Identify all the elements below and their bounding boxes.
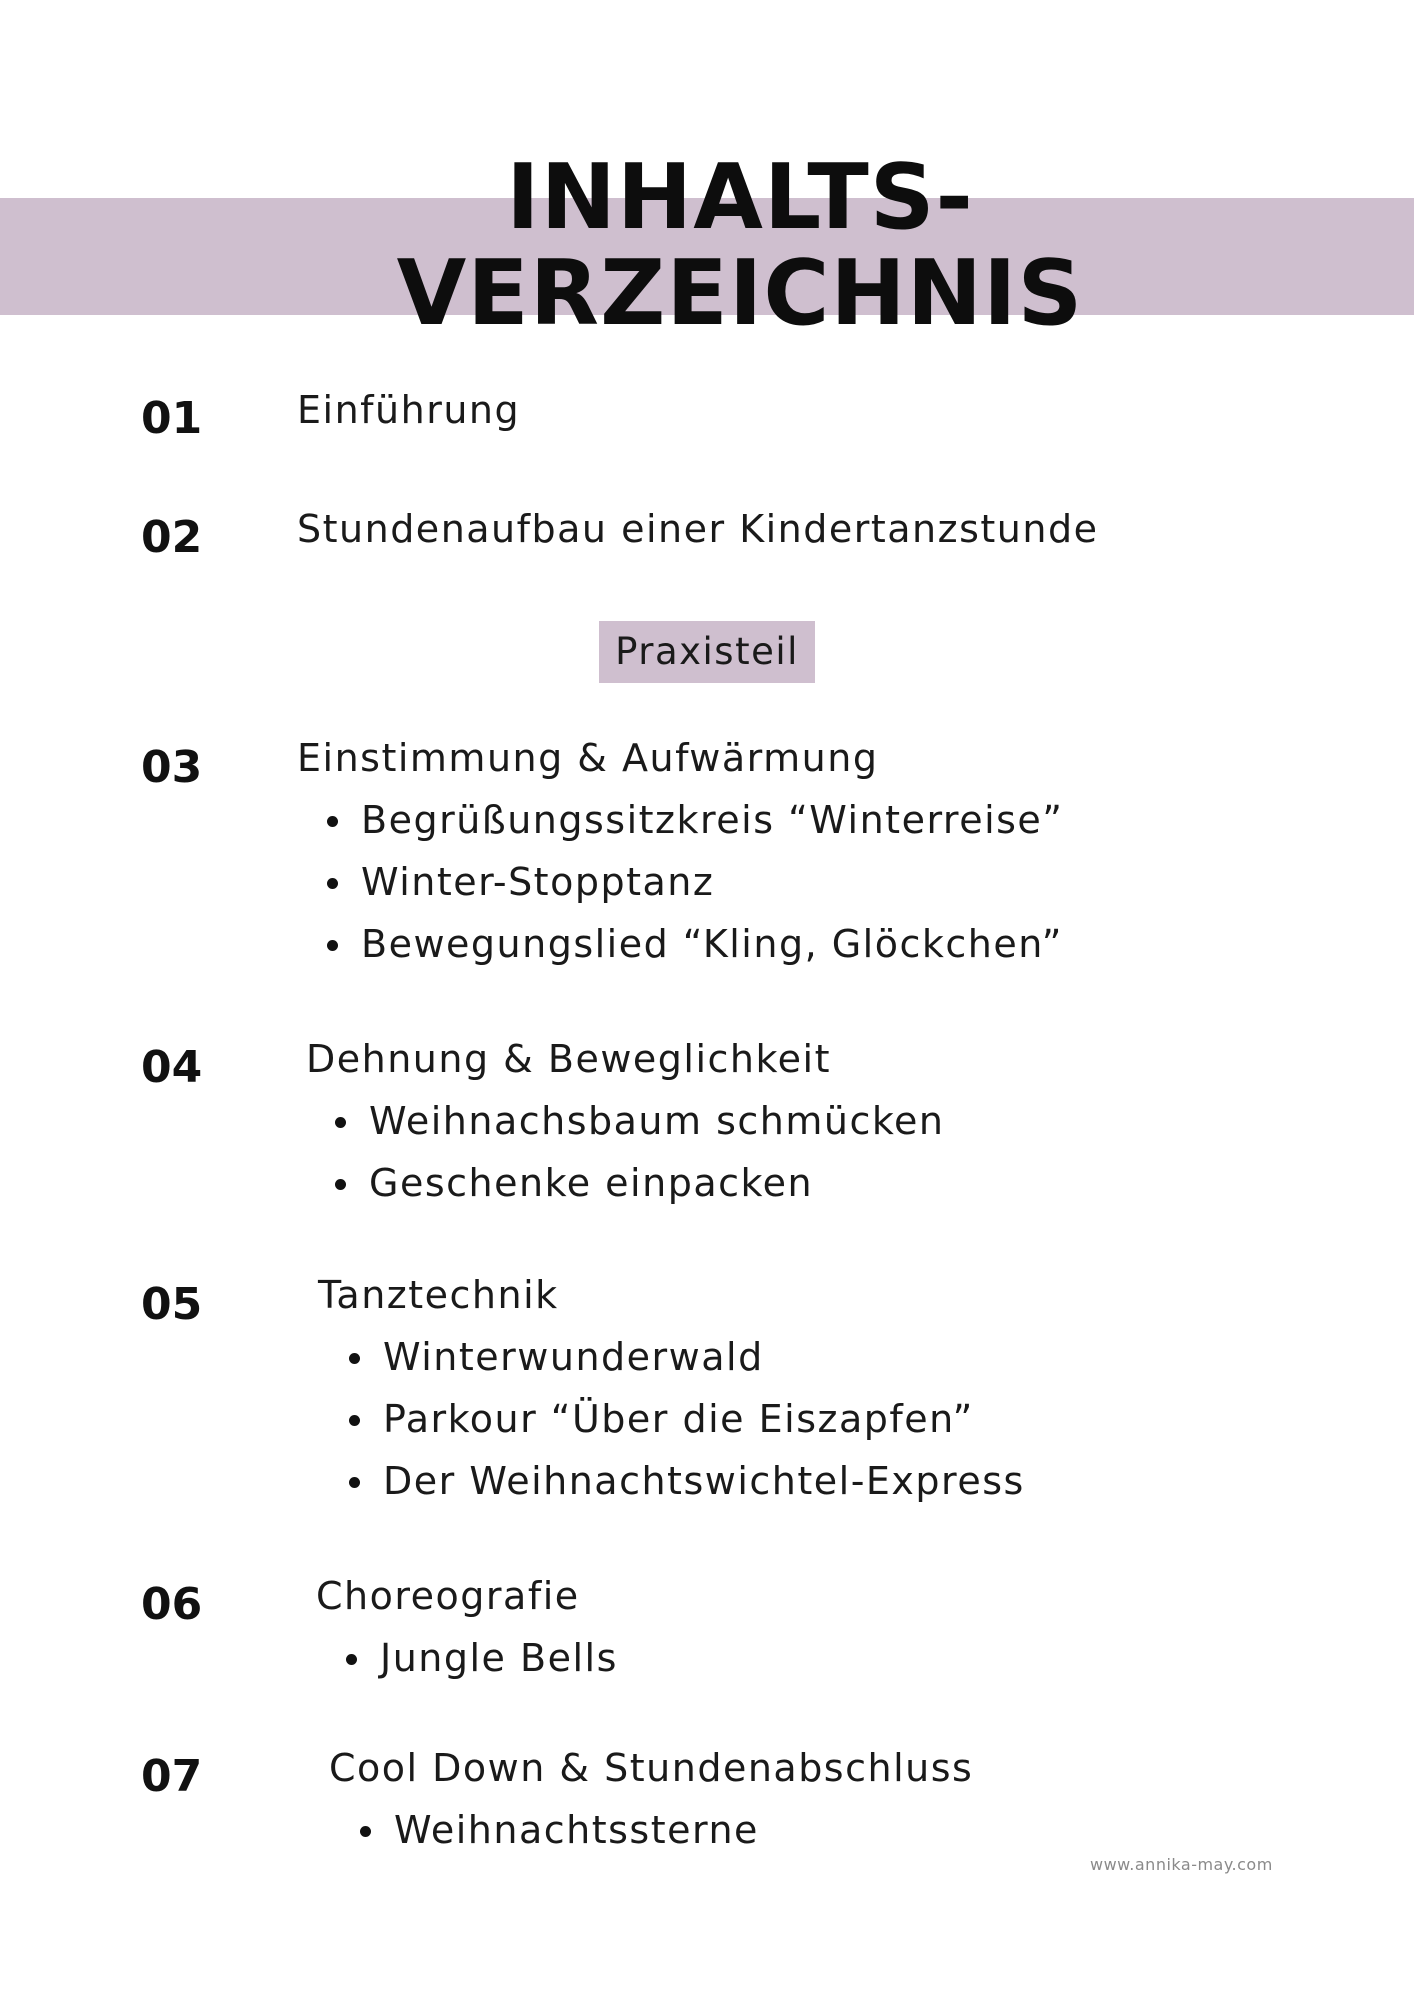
section-number: 01 [141, 393, 203, 444]
subsection-list [335, 1090, 944, 1214]
subsection-item[interactable]: Parkour “Über die Eiszapfen” [349, 1388, 1025, 1450]
subsection-item[interactable]: Winterwunderwald [349, 1326, 1025, 1388]
section-number: 02 [141, 512, 203, 563]
page-title-line-1: INHALTS- [506, 145, 974, 250]
subsection-item[interactable]: Weihnachsbaum schmücken [335, 1090, 944, 1152]
subsection-item[interactable]: Jungle Bells [346, 1627, 618, 1689]
subsection-list [346, 1627, 618, 1689]
subsection-item[interactable]: Geschenke einpacken [335, 1152, 944, 1214]
website-url[interactable]: www.annika-may.com [1090, 1855, 1273, 1874]
section-number: 04 [141, 1042, 203, 1093]
section-title[interactable]: Dehnung & Beweglichkeit [306, 1037, 831, 1081]
subsection-item[interactable]: Der Weihnachtswichtel-Express [349, 1450, 1025, 1512]
subsection-item[interactable]: Winter-Stopptanz [327, 851, 1064, 913]
subsection-list [349, 1326, 1025, 1512]
subsection-item[interactable]: Bewegungslied “Kling, Glöckchen” [327, 913, 1064, 975]
section-number: 07 [141, 1751, 203, 1802]
section-title[interactable]: Choreografie [316, 1574, 580, 1618]
section-number: 03 [141, 742, 203, 793]
subsection-list [327, 789, 1064, 975]
section-title[interactable]: Cool Down & Stundenabschluss [329, 1746, 974, 1790]
section-number: 05 [141, 1279, 203, 1330]
section-number: 06 [141, 1579, 203, 1630]
subsection-item[interactable]: Begrüßungssitzkreis “Winterreise” [327, 789, 1064, 851]
page-title-line-2: VERZEICHNIS [396, 241, 1084, 346]
section-title[interactable]: Einstimmung & Aufwärmung [297, 736, 879, 780]
section-title[interactable]: Stundenaufbau einer Kindertanzstunde [297, 507, 1099, 551]
section-title[interactable]: Einführung [297, 388, 521, 432]
subsection-item[interactable]: Weihnachtssterne [360, 1799, 759, 1861]
section-title[interactable]: Tanztechnik [318, 1273, 559, 1317]
subsection-list [360, 1799, 759, 1861]
page-title [0, 145, 1414, 346]
praxisteil-badge: Praxisteil [599, 621, 815, 683]
